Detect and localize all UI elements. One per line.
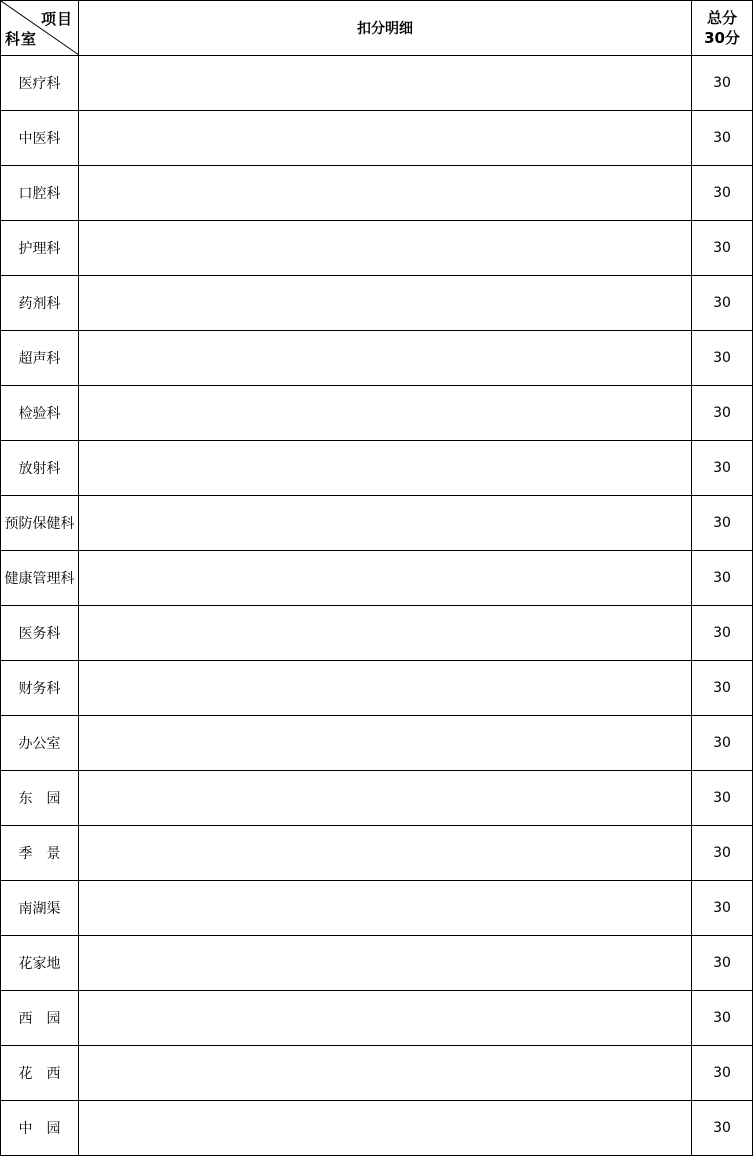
deduction-detail-cell[interactable] (79, 441, 692, 496)
deduction-detail-cell[interactable] (79, 221, 692, 276)
table-row (1, 221, 753, 276)
table-row (1, 936, 753, 991)
total-header-line2: 30分 (704, 29, 740, 47)
score-cell: 30 (692, 551, 753, 606)
score-cell: 30 (692, 606, 753, 661)
table-row (1, 441, 753, 496)
department-cell: 药剂科 (1, 276, 79, 331)
table-row (1, 1046, 753, 1101)
department-cell: 东 园 (1, 771, 79, 826)
table-row (1, 166, 753, 221)
department-cell: 医务科 (1, 606, 79, 661)
department-cell: 财务科 (1, 661, 79, 716)
department-cell: 南湖渠 (1, 881, 79, 936)
score-cell: 30 (692, 386, 753, 441)
deduction-detail-cell[interactable] (79, 331, 692, 386)
score-cell: 30 (692, 716, 753, 771)
deduction-detail-cell[interactable] (79, 276, 692, 331)
deduction-detail-cell[interactable] (79, 166, 692, 221)
total-column-header (692, 1, 753, 56)
department-cell: 护理科 (1, 221, 79, 276)
deduction-detail-cell[interactable] (79, 881, 692, 936)
corner-header-cell (1, 1, 79, 56)
deduction-detail-cell[interactable] (79, 111, 692, 166)
header-row (1, 1, 753, 56)
table-row (1, 716, 753, 771)
department-cell: 花家地 (1, 936, 79, 991)
table-row (1, 881, 753, 936)
table-row (1, 661, 753, 716)
deduction-detail-cell[interactable] (79, 1101, 692, 1156)
score-cell: 30 (692, 276, 753, 331)
department-cell: 西 园 (1, 991, 79, 1046)
department-cell: 检验科 (1, 386, 79, 441)
table-row (1, 56, 753, 111)
table-row (1, 496, 753, 551)
department-cell: 超声科 (1, 331, 79, 386)
table-row (1, 551, 753, 606)
score-cell: 30 (692, 331, 753, 386)
department-cell: 办公室 (1, 716, 79, 771)
department-cell: 健康管理科 (1, 551, 79, 606)
deduction-detail-cell[interactable] (79, 991, 692, 1046)
score-cell: 30 (692, 496, 753, 551)
score-cell: 30 (692, 771, 753, 826)
deduction-detail-cell[interactable] (79, 716, 692, 771)
score-cell: 30 (692, 826, 753, 881)
deduction-detail-cell[interactable] (79, 661, 692, 716)
score-cell: 30 (692, 661, 753, 716)
deduction-detail-cell[interactable] (79, 771, 692, 826)
detail-column-header: 扣分明细 (79, 1, 692, 56)
corner-label-department: 科室 (5, 30, 38, 48)
department-cell: 季 景 (1, 826, 79, 881)
score-cell: 30 (692, 111, 753, 166)
score-cell: 30 (692, 1101, 753, 1156)
department-cell: 医疗科 (1, 56, 79, 111)
score-cell: 30 (692, 1046, 753, 1101)
diagonal-header (1, 1, 79, 55)
deduction-detail-cell[interactable] (79, 551, 692, 606)
score-cell: 30 (692, 221, 753, 276)
score-cell: 30 (692, 936, 753, 991)
deduction-detail-cell[interactable] (79, 56, 692, 111)
table-row (1, 386, 753, 441)
department-cell: 花 西 (1, 1046, 79, 1101)
table-row (1, 826, 753, 881)
score-cell: 30 (692, 56, 753, 111)
table-row (1, 1101, 753, 1156)
department-cell: 口腔科 (1, 166, 79, 221)
table-body (1, 1, 753, 1156)
table-row (1, 111, 753, 166)
table-row (1, 991, 753, 1046)
department-cell: 放射科 (1, 441, 79, 496)
deduction-detail-cell[interactable] (79, 496, 692, 551)
department-cell: 中医科 (1, 111, 79, 166)
score-cell: 30 (692, 441, 753, 496)
deduction-detail-cell[interactable] (79, 1046, 692, 1101)
deduction-detail-cell[interactable] (79, 606, 692, 661)
deduction-detail-cell[interactable] (79, 386, 692, 441)
score-cell: 30 (692, 881, 753, 936)
score-cell: 30 (692, 166, 753, 221)
table-row (1, 331, 753, 386)
table-row (1, 606, 753, 661)
table-row (1, 276, 753, 331)
department-cell: 预防保健科 (1, 496, 79, 551)
total-header-line1: 总分 (706, 9, 737, 27)
department-cell: 中 园 (1, 1101, 79, 1156)
table-row (1, 771, 753, 826)
deduction-detail-cell[interactable] (79, 936, 692, 991)
score-cell: 30 (692, 991, 753, 1046)
deduction-detail-cell[interactable] (79, 826, 692, 881)
corner-label-item: 项目 (40, 10, 73, 28)
